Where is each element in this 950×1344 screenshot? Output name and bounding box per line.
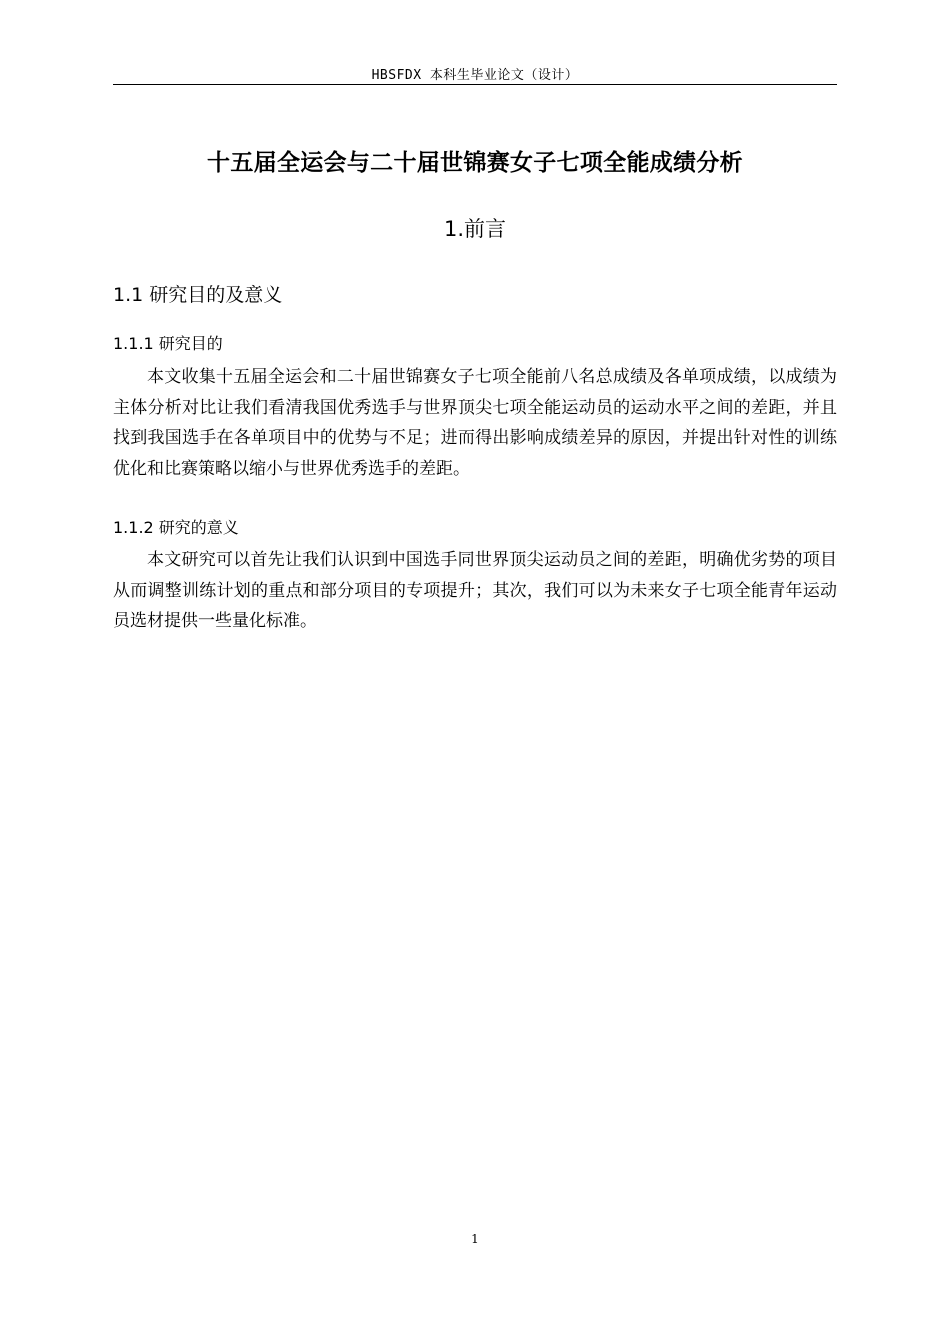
paragraph-purpose: 本文收集十五届全运会和二十届世锦赛女子七项全能前八名总成绩及各单项成绩，以成绩为主体分析对比让我们看清我国优秀选手与世界顶尖七项全能运动员的运动水平之间的差距，并且找到我国选手在各单项目中的优势与不足；进而得出影响成绩差异的原因，并提出针对性的训练优化和比赛策略以缩小与世界优秀选手的差距。 — [113, 367, 837, 479]
header-rule — [113, 84, 837, 85]
subsection-heading-purpose: 1.1.1 研究目的 — [113, 334, 223, 353]
section-heading: 1.1 研究目的及意义 — [113, 284, 283, 306]
running-header: HBSFDX 本科生毕业论文（设计） — [371, 68, 579, 83]
document-title: 十五届全运会与二十届世锦赛女子七项全能成绩分析 — [207, 150, 743, 176]
paragraph-significance: 本文研究可以首先让我们认识到中国选手同世界顶尖运动员之间的差距，明确优劣势的项目从而调整训练计划的重点和部分项目的专项提升；其次，我们可以为未来女子七项全能青年运动员选材提供一些量化标准。 — [113, 550, 837, 631]
chapter-heading: 1.前言 — [443, 217, 507, 241]
subsection-heading-significance: 1.1.2 研究的意义 — [113, 518, 239, 537]
page-number: 1 — [471, 1232, 479, 1246]
